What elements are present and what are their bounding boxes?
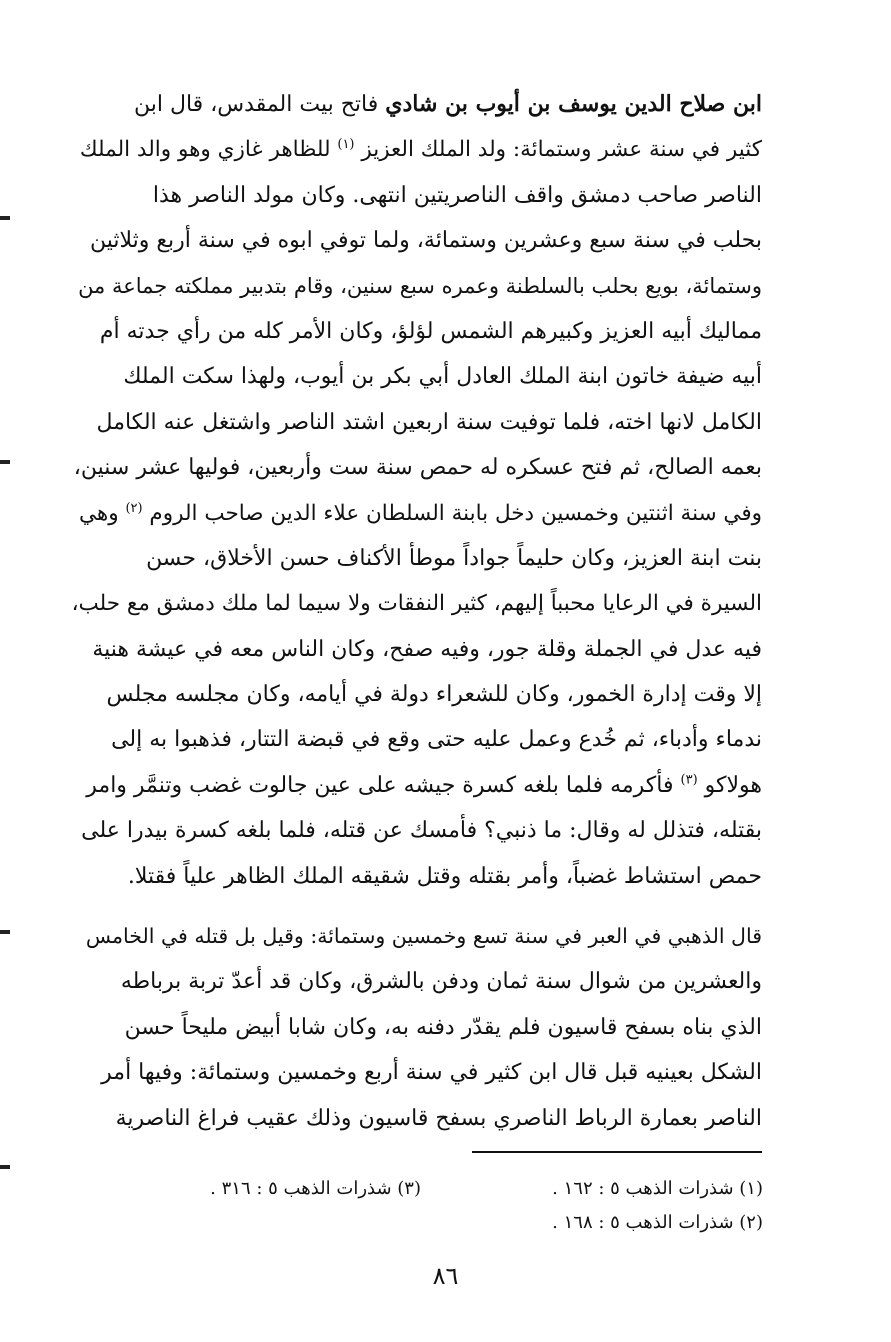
page-number: ٨٦	[432, 1262, 459, 1290]
margin-mark	[0, 216, 10, 220]
margin-mark	[0, 930, 10, 934]
margin-mark	[0, 460, 10, 464]
text-line: بنت ابنة العزيز، وكان حليماً جواداً موطأ الأكناف حسن الأخلاق، حسن	[146, 545, 762, 571]
text-line: والعشرين من شوال سنة ثمان ودفن بالشرق، وكان قد أعدّ تربة برباطه	[120, 969, 762, 995]
footnote-2: (٢) شذرات الذهب ٥ : ١٦٨ .	[552, 1212, 763, 1233]
text-line: وستمائة، بويع بحلب بالسلطنة وعمره سبع سنين، وقام بتدبير مملكته جماعة من	[78, 273, 762, 298]
text-line: الناصر صاحب دمشق واقف الناصريتين انتهى. وكان مولد الناصر هذا	[152, 182, 762, 208]
text-line: الناصر بعمارة الرباط الناصري بسفح قاسيون وذلك عقيب فراغ الناصرية	[115, 1105, 762, 1131]
text-line: الكامل لانها اخته، فلما توفيت سنة اربعين اشتد الناصر واشتغل عنه الكامل	[96, 409, 762, 435]
text-line: ندماء وأدباء، ثم خُدع وعمل عليه حتى وقع في قبضة التتار، فذهبوا به إلى	[111, 727, 762, 753]
text-line: بحلب في سنة سبع وعشرين وستمائة، ولما توفي ابوه في سنة أربع وثلاثين	[89, 228, 762, 254]
text-line: فيه عدل في الجملة وقلة جور، وفيه صفح، وكان الناس معه في عيشة هنية	[92, 636, 762, 662]
text-line: أبيه ضيفة خاتون ابنة الملك العادل أبي بكر بن أيوب، ولهذا سكت الملك	[123, 364, 762, 390]
second-paragraph	[72, 914, 762, 1141]
text-line: الشكل بعينيه قبل قال ابن كثير في سنة أربع وخمسين وستمائة: وفيها أمر	[101, 1060, 762, 1086]
text-span: فأكرمه فلما بلغه كسرة جيشه على عين جالوت غضب وتنمَّر وامر	[86, 772, 674, 798]
text-span: هولاكو	[704, 772, 762, 798]
text-span: فاتح بيت المقدس، قال ابن	[134, 92, 379, 117]
footnote-1: (١) شذرات الذهب ٥ : ١٦٢ .	[552, 1178, 763, 1199]
text-line	[72, 491, 762, 536]
text-line	[72, 763, 762, 808]
text-line	[72, 127, 762, 172]
footnote-3: (٣) شذرات الذهب ٥ : ٣١٦ .	[210, 1178, 421, 1199]
text-line: إلا وقت إدارة الخمور، وكان للشعراء دولة في أيامه، وكان مجلسه مجلس	[106, 682, 762, 708]
main-paragraph	[72, 82, 762, 899]
text-line: بعمه الصالح، ثم فتح عسكره له حمص سنة ست وأربعين، فوليها عشر سنين،	[73, 455, 762, 481]
footnote-ref-2: (٢)	[125, 500, 143, 516]
text-span: كثير في سنة عشر وستمائة: ولد الملك العزيز	[361, 137, 762, 163]
text-line	[72, 82, 762, 127]
text-line: السيرة في الرعايا محبباً إليهم، كثير النفقات ولا سيما لما ملك دمشق مع حلب،	[71, 591, 762, 617]
text-line: الذي بناه بسفح قاسيون فلم يقدّر دفنه به، وكان شابا أبيض مليحاً حسن	[124, 1014, 762, 1040]
text-span: وهي	[78, 500, 119, 526]
text-line: قال الذهبي في العبر في سنة تسع وخمسين وستمائة: وقيل بل قتله في الخامس	[85, 924, 762, 948]
text-span: للظاهر غازي وهو والد الملك	[79, 137, 331, 163]
text-line: حمص استشاط غضباً، وأمر بقتله وقتل شقيقه الملك الظاهر علياً فقتلا.	[127, 863, 762, 889]
footnote-ref-1: (١)	[337, 137, 355, 153]
footnote-divider	[472, 1151, 762, 1153]
text-span: وفي سنة اثنتين وخمسين دخل بابنة السلطان علاء الدين صاحب الروم	[149, 500, 762, 526]
margin-mark	[0, 1165, 10, 1169]
text-line: مماليك أبيه العزيز وكبيرهم الشمس لؤلؤ، وكان الأمر كله من رأي جدته أم	[99, 318, 762, 344]
text-line: بقتله، فتذلل له وقال: ما ذنبي؟ فأمسك عن قتله، فلما بلغه كسرة بيدرا على	[81, 818, 762, 844]
footnote-ref-3: (٣)	[680, 772, 698, 788]
subject-name: ابن صلاح الدين يوسف بن أيوب بن شادي	[385, 91, 762, 117]
